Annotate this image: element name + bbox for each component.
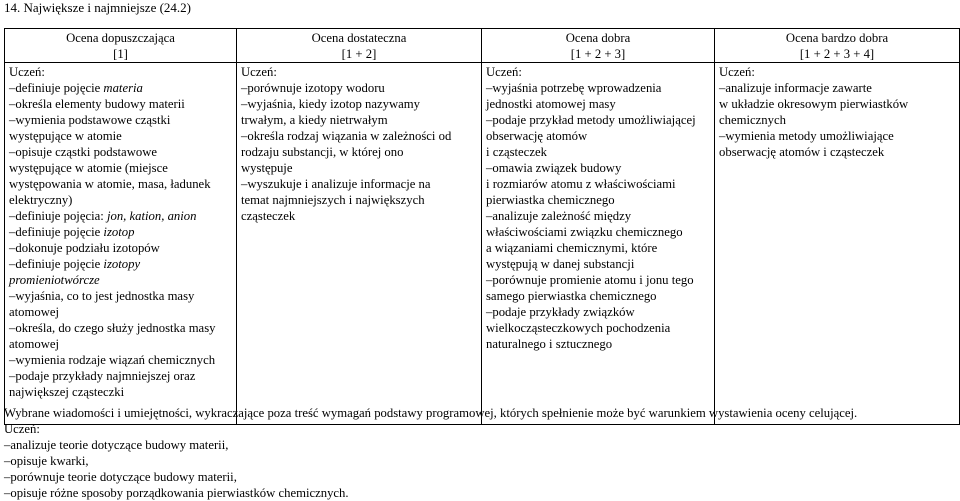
extra-line: –opisuje różne sposoby porządkowania pierwiastków chemicznych. (4, 486, 349, 500)
requirement-line (486, 224, 710, 240)
requirement-line (9, 256, 232, 272)
requirement-text: temat najmniejszych i największych (241, 193, 425, 207)
header-cell (482, 29, 715, 63)
requirement-line (9, 240, 232, 256)
requirement-text: jednostki atomowej masy (486, 97, 616, 111)
requirement-line (9, 160, 232, 176)
requirement-text: w układzie okresowym pierwiastków (719, 97, 909, 111)
requirement-text: występuje (241, 161, 293, 175)
requirement-line (9, 208, 232, 224)
requirement-line (9, 368, 232, 384)
requirement-line (241, 80, 477, 96)
requirement-text: występują w danej substancji (486, 257, 635, 271)
requirement-line (486, 80, 710, 96)
requirement-text: jon, kation, anion (106, 209, 197, 223)
extra-line: Wybrane wiadomości i umiejętności, wykraczające poza treść wymagań podstawy programowej, których spełnienie może być warunkiem wystawienia oceny celującej. (4, 406, 858, 420)
requirement-text: występujące w atomie (9, 129, 122, 143)
requirement-text: –opisuje cząstki podstawowe (9, 145, 157, 159)
requirements-cell (5, 63, 237, 425)
requirement-text: –określa rodzaj wiązania w zależności od (241, 129, 452, 143)
requirement-line (486, 272, 710, 288)
requirement-text: trwałym, a kiedy nietrwałym (241, 113, 388, 127)
requirement-line (9, 352, 232, 368)
requirement-text: pierwiastka chemicznego (486, 193, 615, 207)
requirement-text: –definiuje pojęcie (9, 81, 104, 95)
requirement-line (241, 144, 477, 160)
requirement-text: i rozmiarów atomu z właściwościami (486, 177, 676, 191)
requirement-line (9, 128, 232, 144)
grade-title: Ocena dostateczna (311, 31, 407, 45)
requirement-text: występujące w atomie (miejsce (9, 161, 168, 175)
requirement-line (9, 384, 232, 400)
requirement-line (241, 112, 477, 128)
requirements-cell (715, 63, 960, 425)
requirement-text: –analizuje informacje zawarte (719, 81, 872, 95)
requirement-text: a wiązaniami chemicznymi, które (486, 241, 658, 255)
requirement-line (9, 112, 232, 128)
requirement-line (241, 128, 477, 144)
requirement-line (486, 304, 710, 320)
extra-line: –analizuje teorie dotyczące budowy materii, (4, 438, 229, 452)
requirement-line (9, 304, 232, 320)
requirement-text: –wyjaśnia, kiedy izotop nazywamy (241, 97, 420, 111)
requirement-text: obserwację atomów i cząsteczek (719, 145, 885, 159)
requirement-line (486, 208, 710, 224)
requirement-line (486, 144, 710, 160)
requirement-line (241, 208, 477, 224)
requirement-line (486, 288, 710, 304)
requirement-line (241, 96, 477, 112)
requirement-text: –podaje przykład metody umożliwiającej (486, 113, 696, 127)
table-body-row (5, 63, 960, 425)
requirement-text: Uczeń: (486, 65, 522, 79)
requirement-line (719, 96, 955, 112)
requirement-text: –definiuje pojęcie (9, 257, 104, 271)
requirement-text: elektryczny) (9, 193, 73, 207)
requirement-text: –wymienia rodzaje wiązań chemicznych (9, 353, 216, 367)
requirement-line (9, 192, 232, 208)
requirement-text: –dokonuje podziału izotopów (9, 241, 160, 255)
requirement-text: –wymienia metody umożliwiające (719, 129, 894, 143)
requirement-text: atomowej (9, 305, 60, 319)
requirement-text: Uczeń: (241, 65, 277, 79)
requirement-text: –podaje przykłady najmniejszej oraz (9, 369, 196, 383)
grade-title: Ocena dopuszczająca (66, 31, 175, 45)
requirement-text: atomowej (9, 337, 60, 351)
grade-levels: [1 + 2 + 3 + 4] (799, 47, 875, 61)
requirement-text: cząsteczek (241, 209, 296, 223)
requirement-text: –analizuje zależność między (486, 209, 632, 223)
extra-line: –opisuje kwarki, (4, 454, 89, 468)
grade-levels: [1] (113, 47, 128, 61)
requirement-text: największej cząsteczki (9, 385, 125, 399)
requirement-text: samego pierwiastka chemicznego (486, 289, 657, 303)
requirements-cell (482, 63, 715, 425)
requirement-text: –definiuje pojęcia: (9, 209, 107, 223)
requirement-text: –określa, do czego służy jednostka masy (9, 321, 216, 335)
requirements-cell (237, 63, 482, 425)
requirement-line (486, 176, 710, 192)
requirement-text: występowania w atomie, masa, ładunek (9, 177, 211, 191)
requirement-line (241, 160, 477, 176)
requirement-line (486, 112, 710, 128)
requirement-text: –porównuje promienie atomu i jonu tego (486, 273, 694, 287)
extra-line: Uczeń: (4, 422, 40, 436)
header-cell (5, 29, 237, 63)
requirement-line (719, 80, 955, 96)
requirement-line (241, 176, 477, 192)
requirement-line (9, 176, 232, 192)
requirement-line (9, 320, 232, 336)
requirement-line (486, 160, 710, 176)
requirement-text: –wyjaśnia potrzebę wprowadzenia (486, 81, 662, 95)
grade-requirements-table (4, 28, 960, 425)
requirement-line (719, 64, 955, 80)
requirement-line (9, 80, 232, 96)
grade-title: Ocena bardzo dobra (785, 31, 889, 45)
requirement-text: materia (103, 81, 143, 95)
requirement-text: –podaje przykłady związków (486, 305, 635, 319)
section-heading: 14. Największe i najmniejsze (24.2) (4, 0, 191, 15)
requirement-line (9, 144, 232, 160)
table-header-row (5, 29, 960, 63)
grade-levels: [1 + 2 + 3] (570, 47, 626, 61)
extra-line: –porównuje teorie dotyczące budowy materii, (4, 470, 237, 484)
requirement-line (719, 112, 955, 128)
requirement-text: Uczeń: (719, 65, 755, 79)
requirement-text: –wymienia podstawowe cząstki (9, 113, 171, 127)
grade-levels: [1 + 2] (341, 47, 377, 61)
requirement-line (486, 96, 710, 112)
requirement-text: wielkocząsteczkowych pochodzenia (486, 321, 671, 335)
grade-title: Ocena dobra (565, 31, 631, 45)
requirement-line (9, 288, 232, 304)
requirement-text: właściwościami związku chemicznego (486, 225, 683, 239)
requirement-line (486, 336, 710, 352)
requirement-line (486, 320, 710, 336)
requirement-text: chemicznych (719, 113, 786, 127)
requirement-text: –określa elementy budowy materii (9, 97, 185, 111)
requirement-text: promieniotwórcze (9, 273, 100, 287)
requirement-text: i cząsteczek (486, 145, 547, 159)
requirement-text: –omawia związek budowy (486, 161, 622, 175)
requirement-line (486, 256, 710, 272)
requirement-line (486, 128, 710, 144)
requirement-text: –porównuje izotopy wodoru (241, 81, 385, 95)
requirement-line (241, 64, 477, 80)
requirement-text: naturalnego i sztucznego (486, 337, 613, 351)
requirement-line (486, 64, 710, 80)
requirement-line (486, 240, 710, 256)
requirement-text: –definiuje pojęcie (9, 225, 104, 239)
requirement-line (241, 192, 477, 208)
header-cell (237, 29, 482, 63)
extra-requirements (4, 405, 956, 501)
requirement-text: –wyszukuje i analizuje informacje na (241, 177, 431, 191)
requirement-text: izotopy (103, 257, 141, 271)
requirement-line (719, 144, 955, 160)
requirement-line (9, 272, 232, 288)
requirement-line (719, 128, 955, 144)
requirement-text: obserwację atomów (486, 129, 588, 143)
requirement-text: Uczeń: (9, 65, 45, 79)
requirement-text: –wyjaśnia, co to jest jednostka masy (9, 289, 195, 303)
requirement-line (9, 224, 232, 240)
header-cell (715, 29, 960, 63)
requirement-text: izotop (103, 225, 135, 239)
requirement-line (486, 192, 710, 208)
requirement-line (9, 64, 232, 80)
requirement-line (9, 336, 232, 352)
requirement-text: rodzaju substancji, w której ono (241, 145, 404, 159)
requirement-line (9, 96, 232, 112)
